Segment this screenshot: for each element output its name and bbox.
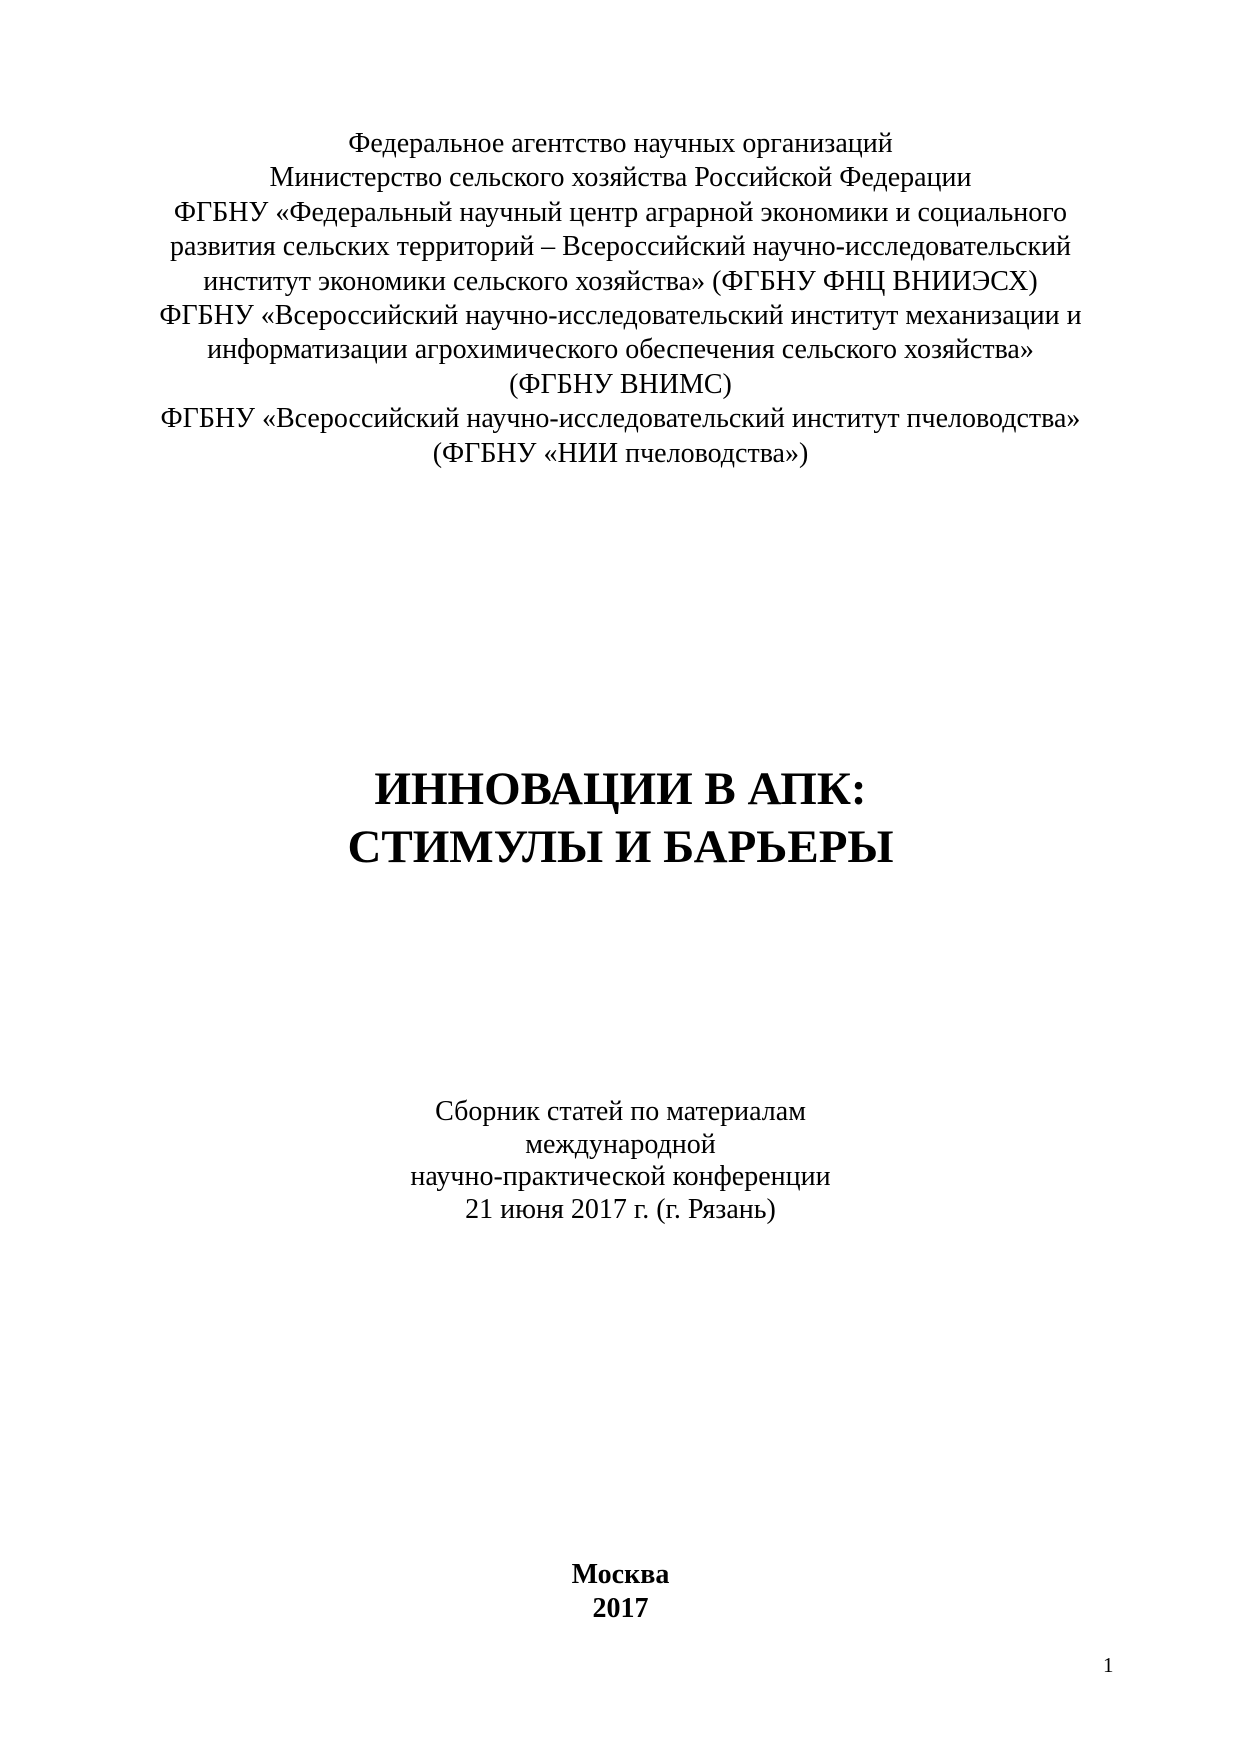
subtitle-line-2: международной: [525, 1128, 716, 1160]
title-line-1: ИННОВАЦИИ В АПК:: [374, 763, 867, 815]
header-line-bee-institute-1: ФГБНУ «Всероссийский научно-исследовательский институт пчеловодства»: [160, 403, 1081, 435]
header-line-bee-institute-2: (ФГБНУ «НИИ пчеловодства»): [432, 437, 809, 469]
title-line-2: СТИМУЛЫ И БАРЬЕРЫ: [347, 821, 894, 873]
subtitle-line-3: научно-практической конференции: [410, 1161, 831, 1192]
header-line-vnims-1: ФГБНУ «Всероссийский научно-исследовательский институт механизации и: [159, 300, 1082, 332]
header-line-vnims-3: (ФГБНУ ВНИМС): [509, 368, 732, 400]
document-subtitle: [0, 1096, 1241, 1226]
publication-place-year: [0, 1558, 1241, 1626]
header-line-vnims-2: информатизации агрохимического обеспечения сельского хозяйства»: [207, 334, 1034, 366]
header-line-agency: Федеральное агентство научных организаций: [348, 128, 893, 159]
subtitle-line-1: Сборник статей по материалам: [435, 1096, 806, 1127]
document-title: [0, 760, 1241, 876]
header-line-vniiesh-1: ФГБНУ «Федеральный научный центр аграрной экономики и социального: [173, 196, 1068, 228]
header-line-ministry: Министерство сельского хозяйства Российской Федерации: [269, 162, 972, 194]
publication-city: Москва: [571, 1559, 670, 1590]
subtitle-line-date: 21 июня 2017 г. (г. Рязань): [465, 1193, 776, 1225]
page-number: 1: [1103, 1653, 1114, 1677]
publication-year: 2017: [592, 1593, 649, 1624]
header-line-vniiesh-3: институт экономики сельского хозяйства» (ФГБНУ ФНЦ ВНИИЭСХ): [203, 265, 1038, 297]
header-line-vniiesh-2: развития сельских территорий – Всероссийский научно-исследовательский: [169, 231, 1072, 263]
organizations-header: [0, 127, 1241, 471]
